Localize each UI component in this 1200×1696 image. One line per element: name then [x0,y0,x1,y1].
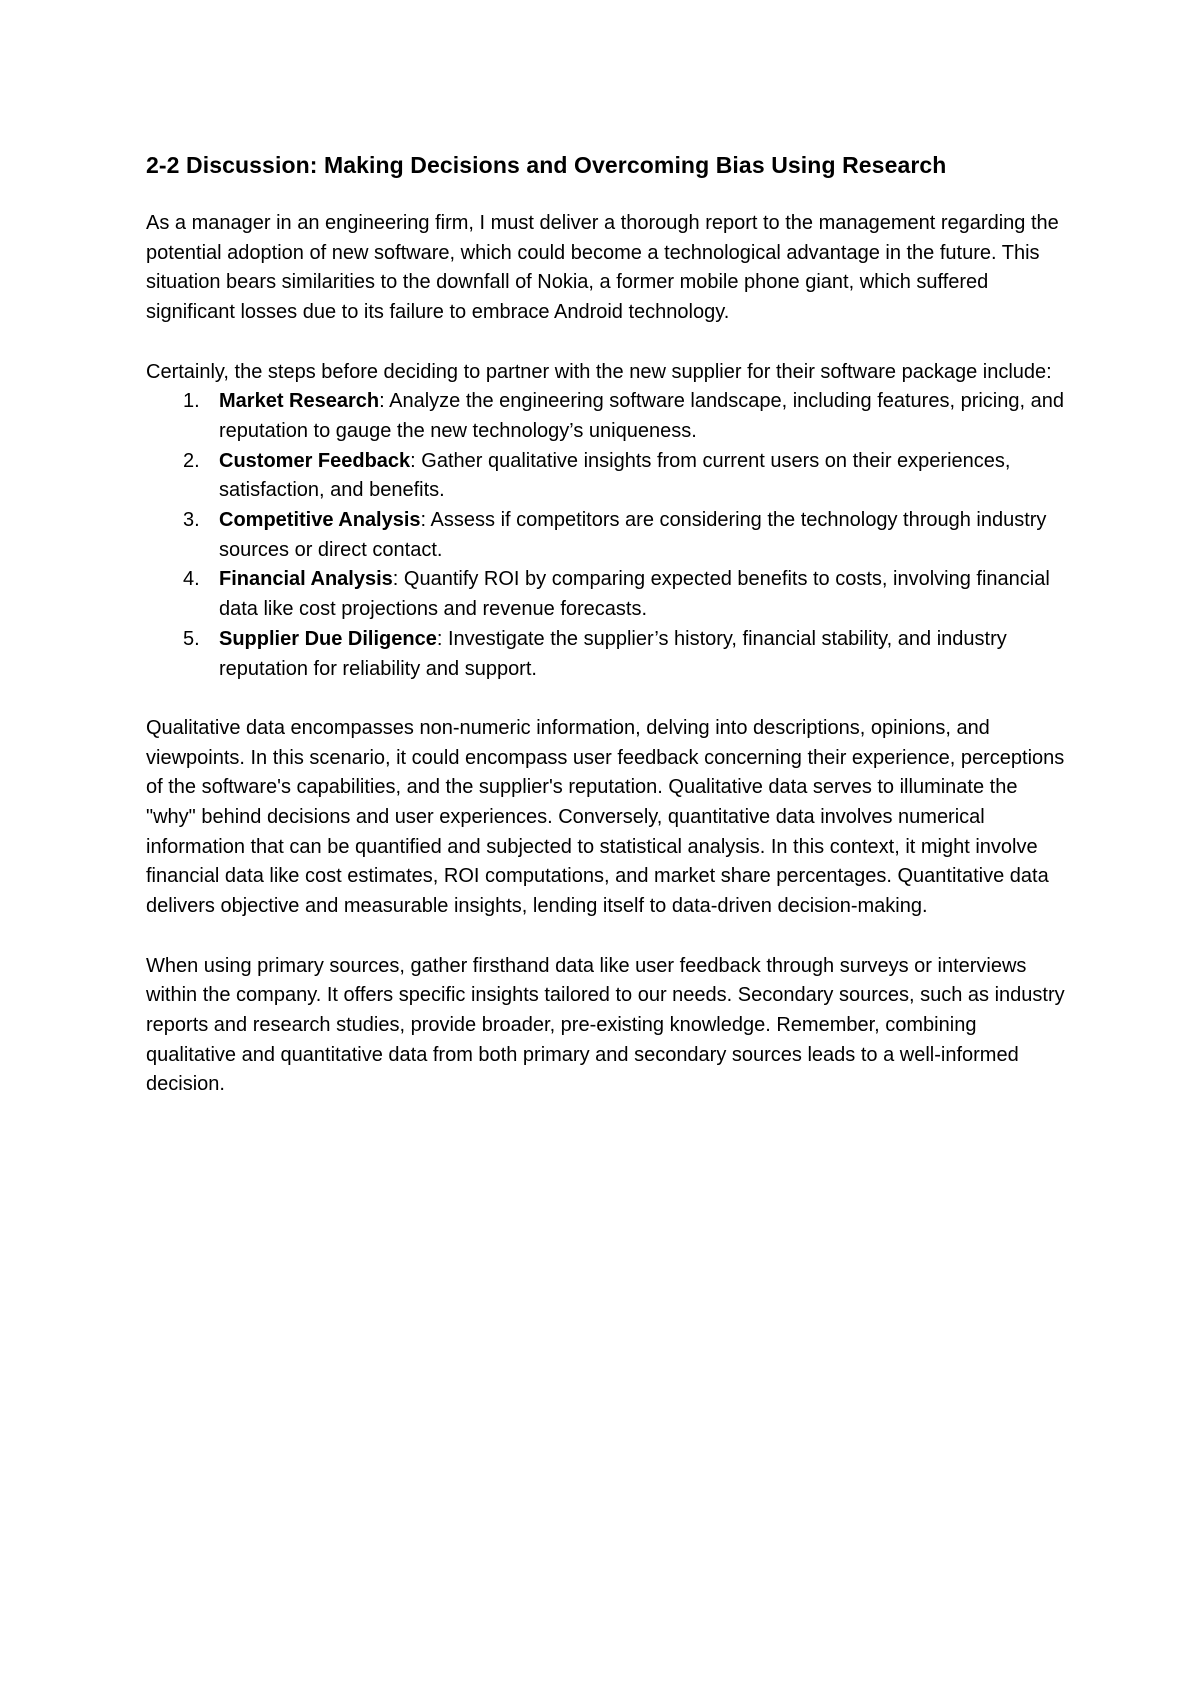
list-item-number: 3. [183,509,200,532]
list-item-heading: Financial Analysis [219,568,393,591]
steps-intro-paragraph: Certainly, the steps before deciding to partner with the new supplier for their software package include: [146,360,1052,383]
list-item [146,387,1066,446]
data-types-paragraph: Qualitative data encompasses non-numeric information, delving into descriptions, opinions, and viewpoints. In this scenario, it could encompass user feedback concerning their experience, perceptions of the software's capabilities, and the supplier's reputation. Qualitative data serves to illuminate the "why" behind decisions and user experiences. Conversely, quantitative data involves numerical information that can be quantified and subjected to statistical analysis. In this context, it might involve financial data like cost estimates, ROI computations, and market share percentages. Quantitative data delivers objective and measurable insights, lending itself to data-driven decision-making. [146,716,1065,918]
intro-paragraph: As a manager in an engineering firm, I must deliver a thorough report to the management regarding the potential adoption of new software, which could become a technological advantage in the future. This situation bears similarities to the downfall of Nokia, a former mobile phone giant, which suffered significant losses due to its failure to embrace Android technology. [146,212,1059,324]
list-item-number: 4. [183,568,200,591]
document-page [146,148,1066,1130]
document-title: 2-2 Discussion: Making Decisions and Overcoming Bias Using Research [146,152,947,178]
sources-paragraph: When using primary sources, gather firsthand data like user feedback through surveys or interviews within the company. It offers specific insights tailored to our needs. Secondary sources, such as industry reports and research studies, provide broader, pre-existing knowledge. Remember, combining qualitative and quantitative data from both primary and secondary sources leads to a well-informed decision. [146,954,1065,1096]
list-item-text: : Quantify ROI by comparing expected benefits to costs, involving financial data like cost projections and revenue forecasts. [219,568,1050,621]
list-item-heading: Market Research [219,390,380,413]
list-item [146,447,1066,506]
list-item [146,506,1066,565]
list-item-heading: Competitive Analysis [219,509,421,532]
list-item-text: : Analyze the engineering software landscape, including features, pricing, and reputation to gauge the new technology’s uniqueness. [219,390,1064,442]
list-item-text: : Assess if competitors are considering the technology through industry sources or direct contact. [219,509,1047,561]
list-item [146,565,1066,624]
list-item-number: 1. [183,390,200,413]
list-item-heading: Customer Feedback [219,449,411,472]
steps-list [146,387,1066,684]
list-item-number: 2. [183,449,200,472]
list-item-heading: Supplier Due Diligence [219,627,437,650]
list-item-text: : Investigate the supplier’s history, financial stability, and industry reputation for reliability and support. [219,627,1007,680]
list-item [146,625,1066,684]
list-item-text: : Gather qualitative insights from current users on their experiences, satisfaction, and benefits. [219,449,1011,502]
list-item-number: 5. [183,627,200,650]
